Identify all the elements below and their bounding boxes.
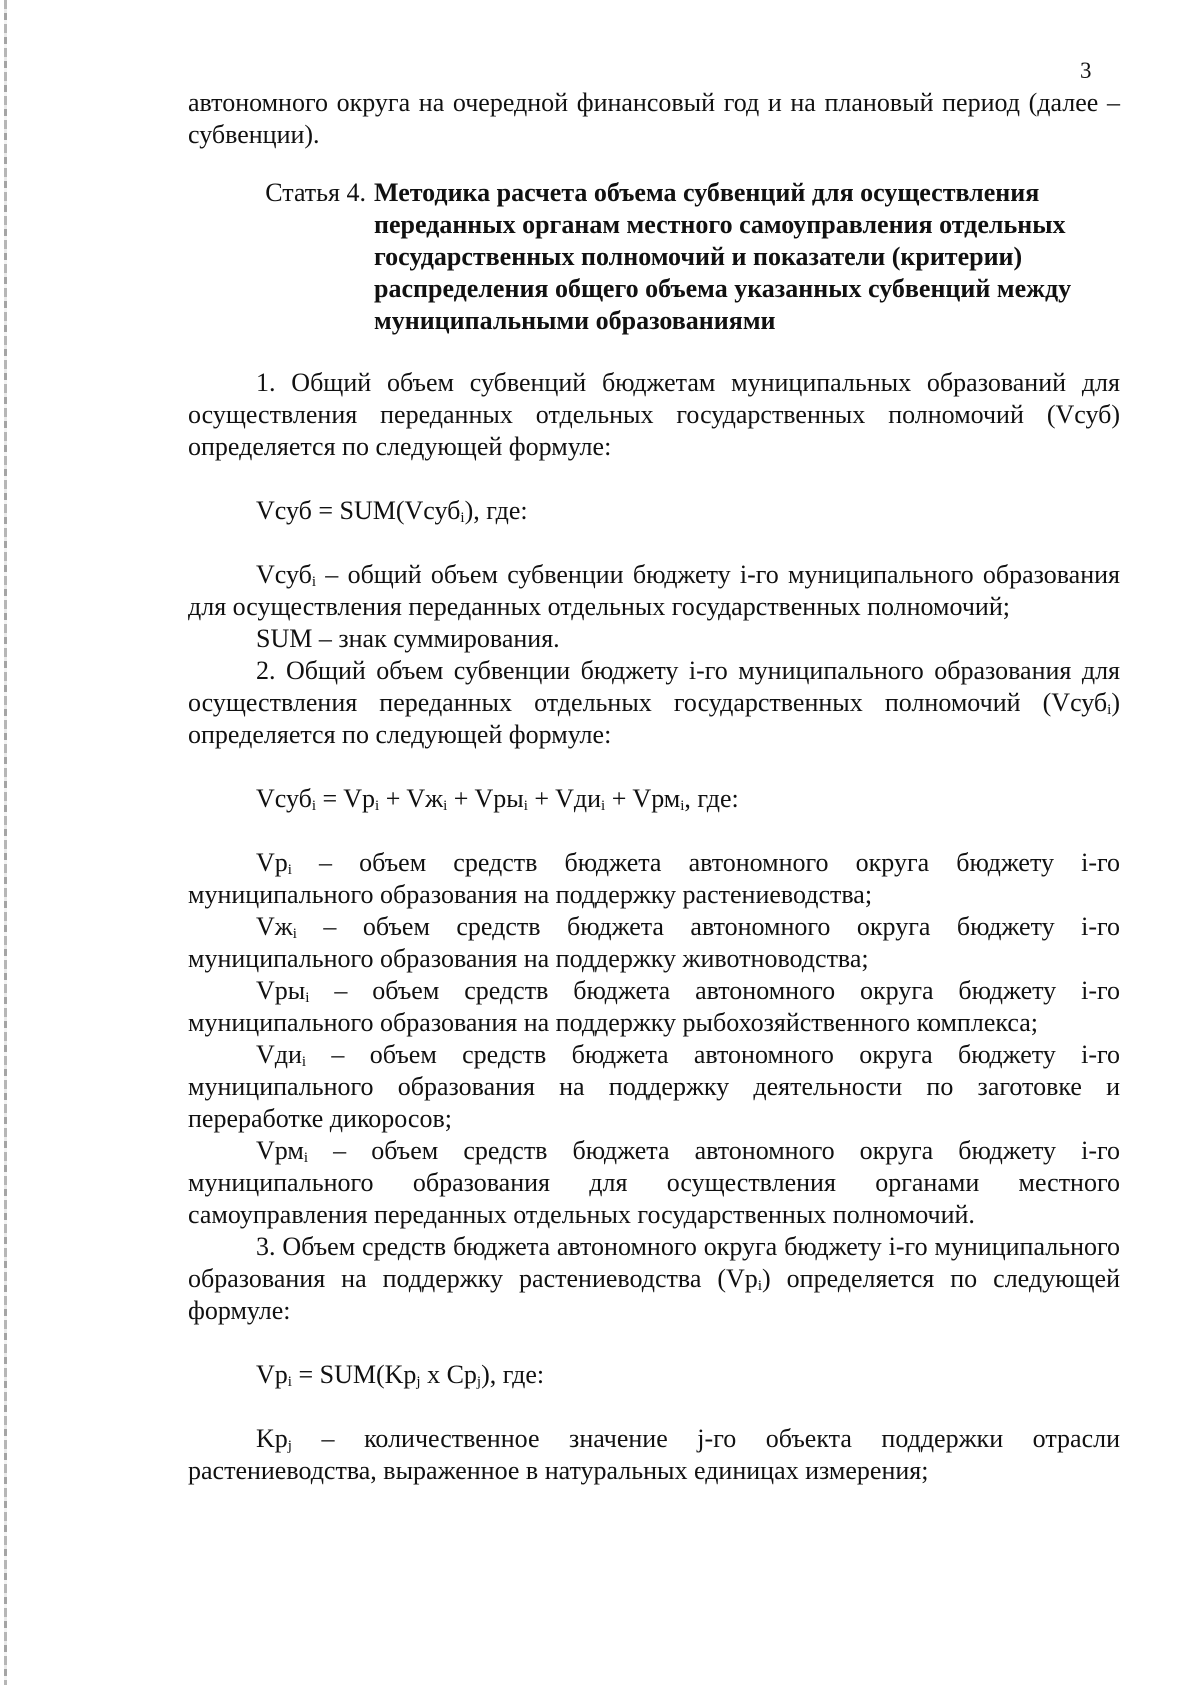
paragraph-2: 2. Общий объем субвенции бюджету i-го муниципального образования для осуществления переданных отдельных государственных полномочий (Vсуб$_i$) определяется по следующей формуле: — [188, 656, 1120, 749]
definition-vsubi: Vсуб$_i$ – общий объем субвенции бюджету i-го муниципального образования для осуществления переданных отдельных государственных полномочий; — [188, 560, 1120, 621]
definition-sum: SUM – знак суммирования. — [256, 624, 560, 653]
article-heading — [188, 177, 1120, 337]
scan-edge — [4, 0, 7, 1685]
definition-vdi: Vди$_i$ – объем средств бюджета автономного округа бюджету i-го муниципального образования на поддержку деятельности по заготовке и переработке дикоросов; — [188, 1040, 1120, 1133]
formula-2: Vсуб$_i$ = $Vр_i + Vж_i + Vры_i + Vди_i + Vрм_i$, где: — [256, 784, 739, 814]
article-title: Методика расчета объема субвенций для осуществления переданных органам местного самоуправления отдельных государственных полномочий и показатели (критерии) распределения общего объема указанных субвенций между муниципальными образованиями — [374, 178, 1072, 335]
formula-1: Vсуб = SUM(Vсуб$_i$), где: — [256, 496, 528, 526]
paragraph-1: 1. Общий объем субвенций бюджетам муниципальных образований для осуществления переданных отдельных государственных полномочий (Vсуб) определяется по следующей формуле: — [188, 368, 1120, 461]
definition-kr: $Kр_j$ – количественное значение j-го объекта поддержки отрасли растениеводства, выраженное в натуральных единицах измерения; — [188, 1424, 1120, 1485]
document-body — [188, 87, 1120, 1487]
page-number: 3 — [1080, 58, 1092, 83]
definition-vrm: Vрм$_i$ – объем средств бюджета автономного округа бюджету i-го муниципального образования для осуществления органами местного самоуправления переданных отдельных государственных полномочий. — [188, 1136, 1120, 1229]
intro-paragraph: автономного округа на очередной финансовый год и на плановый период (далее – субвенции). — [188, 88, 1120, 149]
formula-3: $Vр_i = SUM(Kр_j$ x $Ср_j$), где: — [256, 1360, 545, 1390]
definition-vr: $Vр_i$ – объем средств бюджета автономного округа бюджету i-го муниципального образования на поддержку растениеводства; — [188, 848, 1120, 909]
definition-vzh: $Vж_i$ – объем средств бюджета автономного округа бюджету i-го муниципального образования на поддержку животноводства; — [188, 912, 1120, 973]
article-number: Статья 4. — [265, 178, 366, 207]
definition-vry: Vры$_i$ – объем средств бюджета автономного округа бюджету i-го муниципального образования на поддержку рыбохозяйственного комплекса; — [188, 976, 1120, 1037]
paragraph-3: 3. Объем средств бюджета автономного округа бюджету i-го муниципального образования на поддержку растениеводства $(Vр_i)$ определяется по следующей формуле: — [188, 1232, 1120, 1325]
